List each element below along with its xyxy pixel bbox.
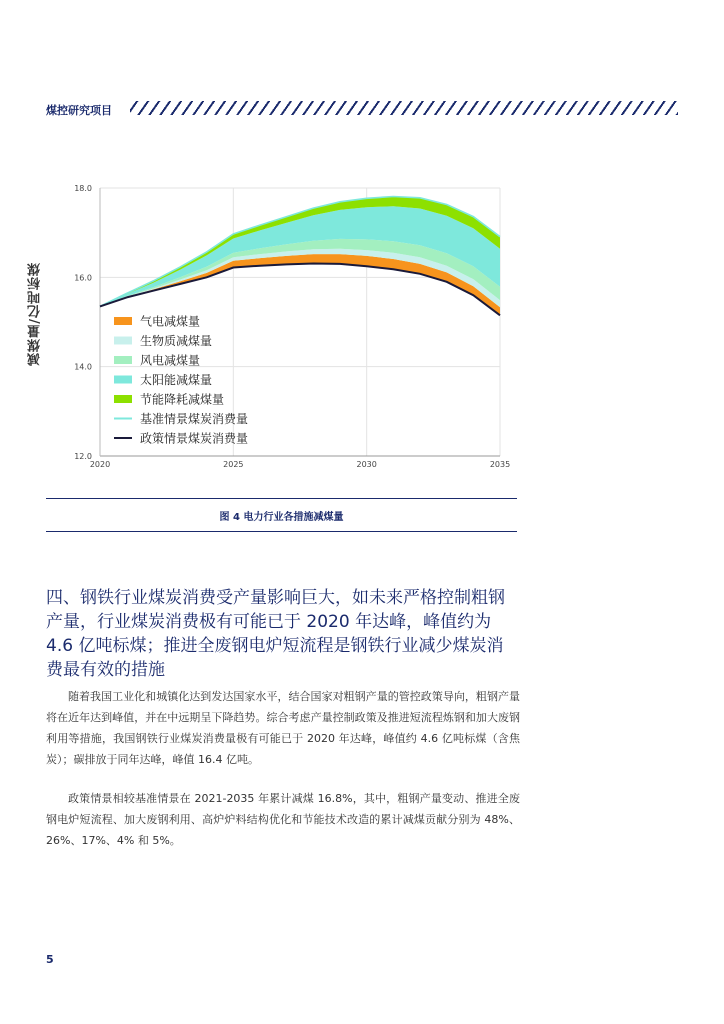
section-heading: 四、钢铁行业煤炭消费受产量影响巨大，如未来严格控制粗钢产量，行业煤炭消费极有可能已于 2020 年达峰，峰值约为 4.6 亿吨标煤；推进全废钢电炉短流程是钢铁行业减少煤炭消费最有效的措施 bbox=[46, 588, 505, 680]
legend-swatch bbox=[114, 337, 132, 345]
legend-label: 太阳能减煤量 bbox=[140, 373, 213, 387]
chart-y-axis-title: 减煤量/亿吨标煤 bbox=[28, 262, 43, 366]
emission-chart bbox=[30, 178, 520, 478]
paragraph-1: 随着我国工业化和城镇化达到发达国家水平，结合国家对粗钢产量的管控政策导向，粗钢产量将在近年达到峰值，并在中远期呈下降趋势。综合考虑产量控制政策及推进短流程炼钢和加大废钢利用等措施，我国钢铁行业煤炭消费量极有可能已于 2020 年达峰，峰值约 4.6 亿吨标煤（含焦炭）；碳排放于同年达峰，峰值 16.4 亿吨。 bbox=[46, 690, 520, 766]
legend-swatch bbox=[114, 376, 132, 384]
y-tick-label: 14.0 bbox=[74, 362, 92, 372]
legend-swatch bbox=[114, 356, 132, 364]
figure-caption: 图 4 电力行业各措施减煤量 bbox=[219, 512, 344, 523]
legend-label: 气电减煤量 bbox=[140, 314, 201, 329]
legend-swatch bbox=[114, 395, 132, 403]
caption-rule-top bbox=[46, 498, 517, 499]
y-tick-label: 16.0 bbox=[74, 273, 92, 283]
caption-rule-bottom bbox=[46, 531, 517, 532]
legend-swatch bbox=[114, 317, 132, 325]
y-tick-label: 18.0 bbox=[74, 184, 92, 193]
legend-label: 风电减煤量 bbox=[140, 353, 201, 368]
x-tick-label: 2030 bbox=[356, 460, 377, 469]
legend-label: 政策情景煤炭消费量 bbox=[140, 431, 249, 446]
legend-label: 生物质减煤量 bbox=[140, 334, 213, 348]
page-number: 5 bbox=[46, 953, 54, 966]
legend-label: 节能降耗减煤量 bbox=[140, 392, 225, 407]
chart-container bbox=[30, 178, 520, 478]
x-tick-label: 2035 bbox=[489, 460, 511, 469]
x-tick-label: 2020 bbox=[89, 460, 111, 469]
y-tick-label: 12.0 bbox=[74, 452, 92, 461]
header-title: 煤控研究项目 bbox=[46, 104, 112, 117]
paragraph-2: 政策情景相较基准情景在 2021-2035 年累计减煤 16.8%，其中，粗钢产量变动、推进全废钢电炉短流程、加大废钢利用、高炉炉料结构优化和节能技术改造的累计减煤贡献分别为 48%、26%、17%、4% 和 5%。 bbox=[46, 792, 520, 847]
legend-label: 基准情景煤炭消费量 bbox=[140, 412, 249, 426]
x-tick-label: 2025 bbox=[223, 460, 244, 469]
header-stripe-decoration bbox=[130, 101, 678, 115]
